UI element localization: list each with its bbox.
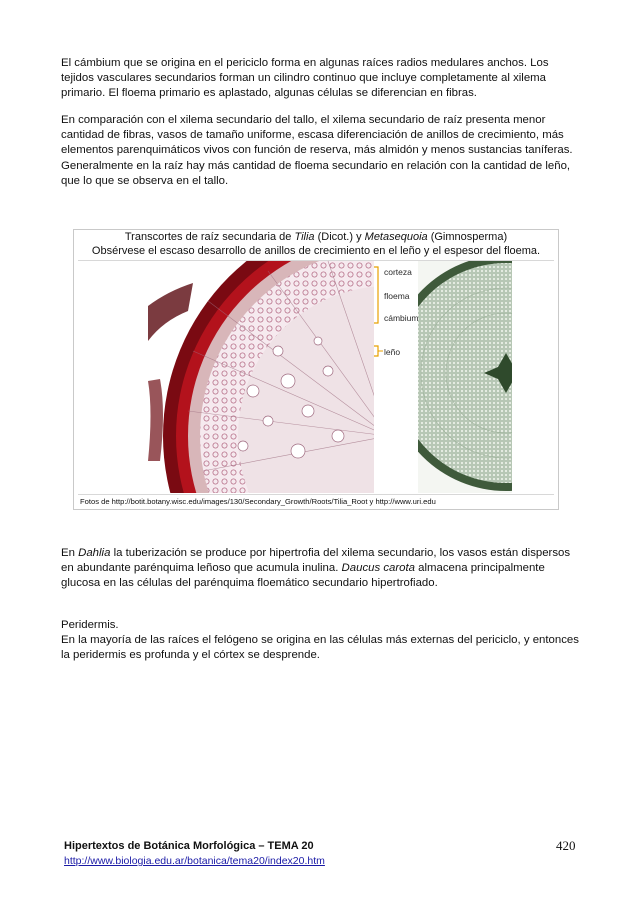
figure-box [73,229,559,510]
paragraph-cambium [61,56,581,102]
page-number: 420 [556,838,576,853]
footer-link[interactable]: http://www.biologia.edu.ar/botanica/tema20/index20.htm [64,855,325,867]
taxon-tilia: Tilia [294,231,315,243]
micrograph-pair [148,261,512,493]
paragraph-peridermis [61,618,581,664]
figure-caption-line2: Obsérvese el escaso desarrollo de anillos de crecimiento en el leño y el espesor del floema. [91,245,541,257]
label-corteza: corteza [384,267,412,277]
footer-title: Hipertextos de Botánica Morfológica – TEMA 20 [64,840,314,852]
taxon-daucus-carota: Daucus carota [341,562,415,575]
section-heading-peridermis: Peridermis. [61,619,119,631]
paragraph-root-xylem-text: En comparación con el xilema secundario del tallo, el xilema secundario de raíz presenta menor cantidad de fibras, vasos de tamaño uniforme, escasa diferenciación de anillos de crecimiento, más elementos parenquimáticos vivos con función de reserva, más almidón y menos sustancias taníferas. Generalmente en la raíz hay más cantidad de floema secundario en relación con la cantidad de leño, que lo que se observa en el tallo. [61,114,573,187]
label-cambium: cámbium [384,313,419,323]
label-floema: floema [384,291,410,301]
tissue-labels [374,267,418,357]
credit-divider [78,494,554,495]
label-leno: leño [384,347,401,357]
paragraph-tuberization: En Dahlia la tuberización se produce por hipertrofia del xilema secundario, los vasos están dispersos en abundante parénquima leñoso que acumula inulina. Daucus carota almacena principalmente glucosa en las células del parénquima floemático secundario hipertrofiado. [61,547,571,590]
taxon-metasequoia: Metasequoia [364,231,428,243]
taxon-dahlia: Dahlia [78,547,111,559]
paragraph-root-xylem [61,113,581,189]
paragraph-cambium-text: El cámbium que se origina en el periciclo forma en algunas raíces radios medulares anchos. Los tejidos vasculares secundarios forman un cilindro continuo que incluye completamente al xilema primario. El floema primario es aplastado, algunas células se diferencian en fibras. [61,57,549,100]
figure-caption-line1: Transcortes de raíz secundaria de Tilia (Dicot.) y Metasequoia (Gimnosperma) [124,231,508,243]
photo-credit: Fotos de http://botit.botany.wisc.edu/images/130/Secondary_Growth/Roots/Tilia_Root y http://www.uri.edu [80,497,436,506]
paragraph-peridermis-text: En la mayoría de las raíces el felógeno se origina en las células más externas del periciclo, y entonces la peridermis es profunda y el córtex se desprende. [61,634,579,662]
